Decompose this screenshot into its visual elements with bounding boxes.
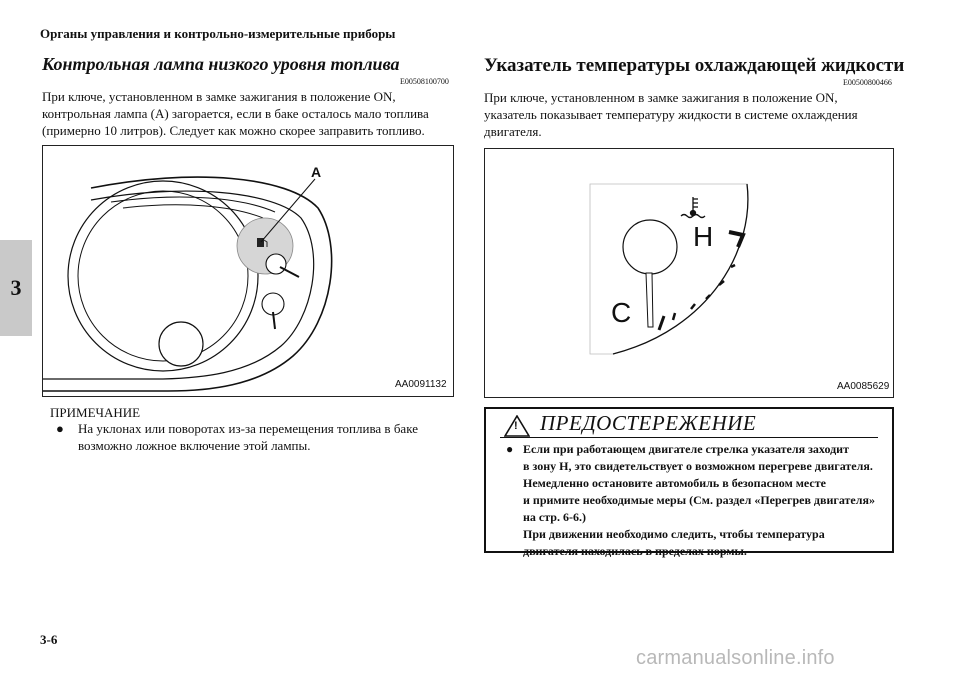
note-bullet-icon: ● bbox=[56, 421, 64, 436]
right-body-line: двигателя. bbox=[484, 124, 542, 139]
warning-line: Немедленно остановите автомобиль в безопасном месте bbox=[523, 476, 826, 490]
note-text bbox=[78, 420, 418, 454]
callout-label-a: A bbox=[311, 164, 322, 180]
left-figure-code: AA0091132 bbox=[395, 379, 447, 390]
page-header-title: Органы управления и контрольно-измерительные приборы bbox=[40, 26, 396, 41]
warning-line: и примите необходимые меры (См. раздел «Перегрев двигателя» bbox=[523, 493, 875, 507]
warning-line: на стр. 6-6.) bbox=[523, 510, 586, 524]
left-body-line: (примерно 10 литров). Следует как можно скорее заправить топливо. bbox=[42, 123, 425, 138]
hot-label: H bbox=[693, 221, 714, 252]
right-body-line: указатель показывает температуру жидкости в системе охлаждения bbox=[484, 107, 858, 122]
note-line: На уклонах или поворотах из-за перемещения топлива в баке bbox=[78, 421, 418, 436]
warning-box bbox=[484, 407, 894, 558]
note-line: возможно ложное включение этой лампы. bbox=[78, 438, 311, 453]
right-body-line: При ключе, установленном в замке зажигания в положение ON, bbox=[484, 90, 838, 105]
left-body-line: контрольная лампа (А) загорается, если в баке осталось мало топлива bbox=[42, 106, 429, 121]
page-number: 3-6 bbox=[40, 632, 58, 647]
left-section-code: E00508100700 bbox=[400, 77, 449, 86]
instrument-cluster-illustration bbox=[43, 146, 453, 396]
right-section-title: Указатель температуры охлаждающей жидкости bbox=[484, 55, 905, 76]
temperature-gauge-figure bbox=[484, 148, 894, 398]
warning-exclamation: ! bbox=[514, 420, 518, 432]
note-heading: ПРИМЕЧАНИЕ bbox=[50, 405, 141, 420]
warning-divider bbox=[500, 437, 878, 438]
right-body-text bbox=[484, 89, 858, 140]
left-body-line: При ключе, установленном в замке зажигания в положение ON, bbox=[42, 89, 396, 104]
chapter-tab: 3 bbox=[0, 240, 32, 336]
warning-bullet-icon: ● bbox=[506, 442, 514, 456]
watermark-text: carmanualsonline.info bbox=[636, 647, 835, 669]
cold-label: C bbox=[611, 297, 632, 328]
warning-line: двигателя находилась в пределах нормы. bbox=[523, 544, 747, 558]
warning-line: в зону H, это свидетельствует о возможном перегреве двигателя. bbox=[523, 459, 873, 473]
right-section-code: E00500800466 bbox=[843, 78, 892, 87]
warning-line: При движении необходимо следить, чтобы температура bbox=[523, 527, 825, 541]
left-body-text bbox=[42, 88, 429, 139]
warning-line: Если при работающем двигателе стрелка указателя заходит bbox=[523, 442, 849, 456]
warning-title: ПРЕДОСТЕРЕЖЕНИЕ bbox=[540, 411, 757, 435]
left-section-title: Контрольная лампа низкого уровня топлива bbox=[42, 54, 400, 74]
warning-text bbox=[523, 441, 875, 560]
temperature-gauge-illustration bbox=[485, 149, 893, 397]
fuel-warning-figure bbox=[42, 145, 454, 397]
right-figure-code: AA0085629 bbox=[837, 381, 890, 392]
